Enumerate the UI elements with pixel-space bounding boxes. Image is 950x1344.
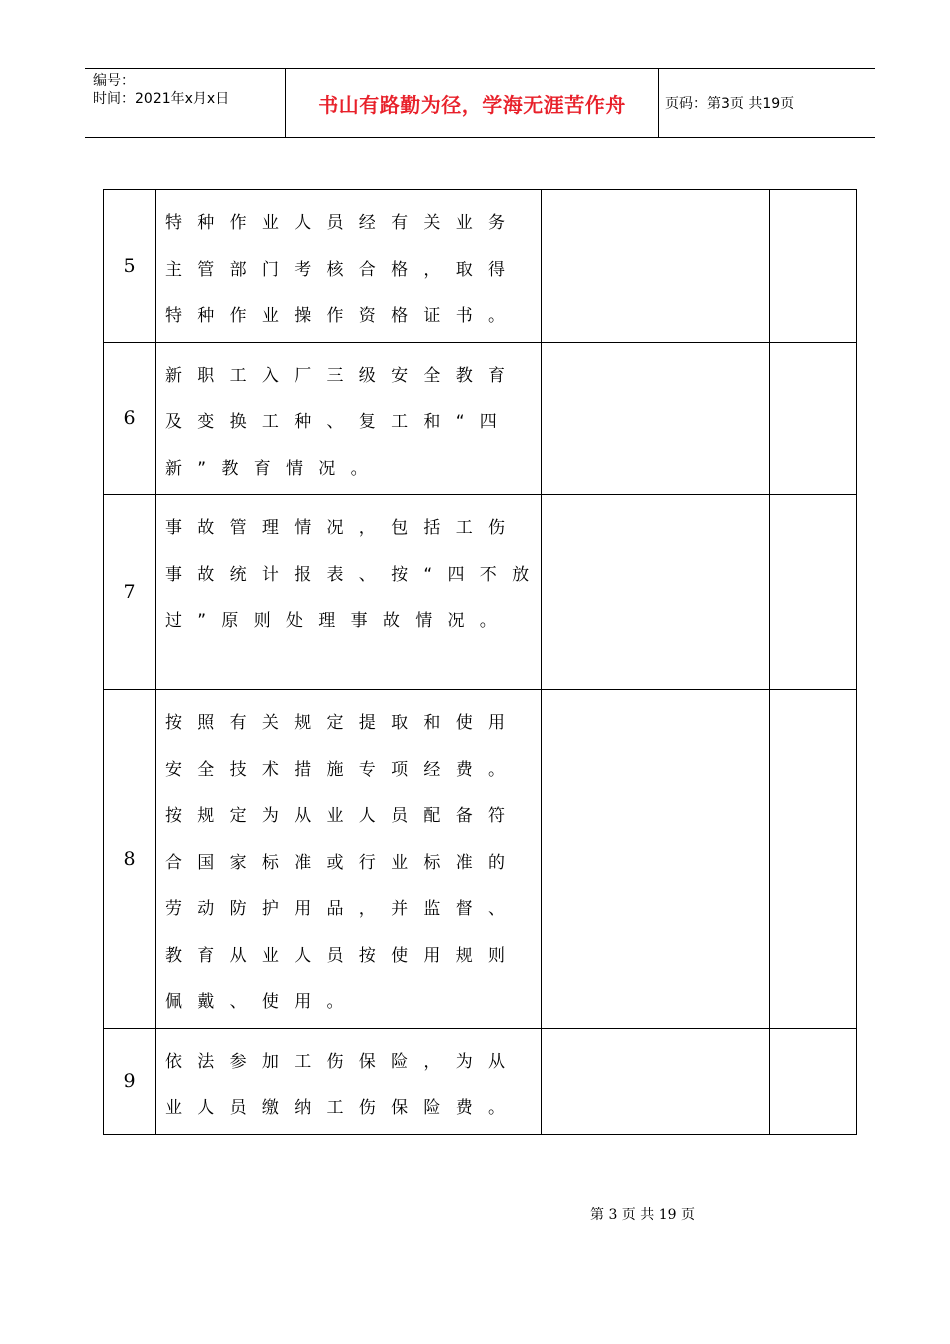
row-number: 7 xyxy=(104,495,156,690)
result-cell xyxy=(542,1028,770,1134)
item-text: 事故管理情况，包括工伤事故统计报表、按“四不放过”原则处理事故情况。 xyxy=(165,518,545,631)
result-cell xyxy=(542,342,770,495)
inspection-table xyxy=(103,189,857,1135)
row-number: 8 xyxy=(104,690,156,1029)
header-info-cell xyxy=(85,69,286,137)
result-cell xyxy=(542,495,770,690)
row-number: 9 xyxy=(104,1028,156,1134)
document-time: 时间：2021年x月x日 xyxy=(93,91,230,107)
table-row xyxy=(104,342,857,495)
remark-cell xyxy=(770,1028,857,1134)
remark-cell xyxy=(770,190,857,343)
footer-page-text: 第 3 页 共 19 页 xyxy=(590,1207,695,1223)
row-number: 6 xyxy=(104,342,156,495)
footer-page-number xyxy=(590,1204,695,1224)
remark-cell xyxy=(770,690,857,1029)
item-text: 特种作业人员经有关业务主管部门考核合格，取得特种作业操作资格证书。 xyxy=(165,213,521,326)
item-text: 按照有关规定提取和使用安全技术措施专项经费。按规定为从业人员配备符合国家标准或行业标准的劳动防护用品，并监督、教育从业人员按使用规则佩戴、使用。 xyxy=(165,713,521,1012)
item-text: 依法参加工伤保险，为从业人员缴纳工伤保险费。 xyxy=(165,1051,521,1118)
document-code-label: 编号： xyxy=(93,73,135,89)
table-row xyxy=(104,690,857,1029)
table-row xyxy=(104,495,857,690)
item-cell xyxy=(156,190,542,343)
remark-cell xyxy=(770,342,857,495)
header-motto: 书山有路勤为径，学海无涯苦作舟 xyxy=(286,69,659,137)
row-number: 5 xyxy=(104,190,156,343)
remark-cell xyxy=(770,495,857,690)
item-text: 新职工入厂三级安全教育及变换工种、复工和“四新”教育情况。 xyxy=(165,365,521,479)
item-cell xyxy=(156,1028,542,1134)
item-cell xyxy=(156,690,542,1029)
item-cell xyxy=(156,342,542,495)
result-cell xyxy=(542,690,770,1029)
table-row xyxy=(104,1028,857,1134)
item-cell xyxy=(156,495,545,690)
table-row xyxy=(104,190,857,343)
result-cell xyxy=(542,190,770,343)
page-header xyxy=(85,68,875,138)
header-page-number: 页码：第3页 共19页 xyxy=(665,96,795,112)
